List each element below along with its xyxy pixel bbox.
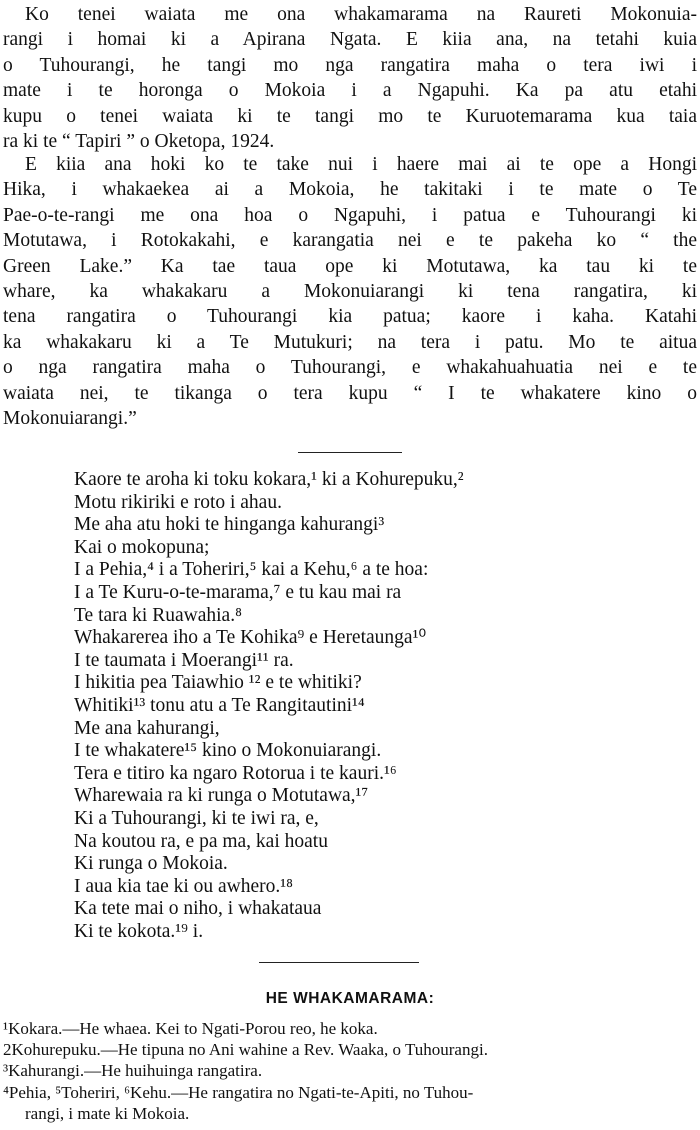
poem-line: I a Pehia,⁴ i a Toheriri,⁵ kai a Kehu,⁶ a te hoa:: [74, 559, 429, 581]
text-line: Motutawa, i Rotokakahi, e karangatia nei e te pakeha ko “ the: [3, 230, 697, 252]
poem-line: Ki te kokota.¹⁹ i.: [74, 920, 204, 942]
poem-line: I te taumata i Moerangi¹¹ ra.: [74, 649, 294, 671]
poem-line: Tera e titiro ka ngaro Rotorua i te kauri.¹⁶: [74, 762, 397, 784]
text-line: Green Lake.” Ka tae taua ope ki Motutawa, ka tau ki te: [3, 255, 697, 277]
section-divider: [298, 452, 402, 453]
poem-line: Na koutou ra, e pa ma, kai hoatu: [74, 830, 328, 852]
footnote: ¹Kokara.—He whaea. Kei to Ngati-Porou reo, he koka.: [3, 1019, 378, 1038]
text-line: kupu o tenei waiata ki te tangi mo te Kuruotemarama kua taia: [3, 105, 697, 127]
poem-line: Ki runga o Mokoia.: [74, 853, 228, 875]
text-line: o Tuhourangi, he tangi mo nga rangatira maha o tera iwi i: [3, 54, 697, 76]
poem-line: Whitiki¹³ tonu atu a Te Rangitautini¹⁴: [74, 694, 365, 716]
notes-heading: HE WHAKAMARAMA:: [265, 990, 435, 1007]
footnote-continuation: rangi, i mate ki Mokoia.: [25, 1103, 190, 1123]
text-line: ka whakakaru ki a Te Mutukuri; na tera i patu. Mo te aitua: [3, 331, 697, 353]
footnotes-list: [3, 1018, 697, 1124]
text-line: waiata nei, te tikanga o tera kupu “ I te whakatere kino o: [3, 382, 697, 404]
poem-line: Motu rikiriki e roto i ahau.: [74, 491, 282, 513]
text-line: o nga rangatira maha o Tuhourangi, e whakahuahuatia nei e te: [3, 357, 697, 379]
text-line: mate i te horonga o Mokoia i a Ngapuhi. Ka pa atu etahi: [3, 80, 697, 102]
intro-paragraph-1: [3, 2, 697, 154]
poem-line: Ki a Tuhourangi, ki te iwi ra, e,: [74, 807, 319, 829]
intro-paragraph-2: [3, 152, 697, 431]
footnote: ³Kahurangi.—He huihuinga rangatira.: [3, 1061, 263, 1081]
text-line: ra ki te “ Tapiri ” o Oketopa, 1924.: [3, 131, 275, 153]
poem-line: I hikitia pea Taiawhio ¹² e te whitiki?: [74, 672, 362, 694]
poem-line: Kai o mokopuna;: [74, 536, 210, 558]
text-line: Pae-o-te-rangi me ona hoa o Ngapuhi, i patua e Tuhourangi ki: [3, 204, 697, 226]
text-line: whare, ka whakakaru a Mokonuiarangi ki tena rangatira, ki: [3, 281, 697, 303]
poem-line: Me ana kahurangi,: [74, 717, 220, 739]
text-line: E kiia ana hoki ko te take nui i haere mai ai te ope a Hongi: [25, 154, 697, 175]
poem-line: Ka tete mai o niho, i whakataua: [74, 898, 322, 920]
poem-line: Te tara ki Ruawahia.⁸: [74, 604, 242, 626]
footnote: 2Kohurepuku.—He tipuna no Ani wahine a Rev. Waaka, o Tuhourangi.: [3, 1040, 488, 1060]
poem-line: I aua kia tae ki ou awhero.¹⁸: [74, 875, 293, 897]
poem-line: Me aha atu hoki te hinganga kahurangi³: [74, 514, 385, 536]
poem-line: I a Te Kuru-o-te-marama,⁷ e tu kau mai ra: [74, 581, 402, 603]
poem-line: Wharewaia ra ki runga o Motutawa,¹⁷: [74, 785, 369, 807]
text-line: Hika, i whakaekea ai a Mokoia, he takitaki i te mate o Te: [3, 179, 697, 201]
poem-verse: [74, 469, 694, 943]
text-line: tena rangatira o Tuhourangi kia patua; kaore i kaha. Katahi: [3, 306, 697, 328]
text-line: rangi i homai ki a Apirana Ngata. E kiia ana, na tetahi kuia: [3, 29, 697, 51]
poem-line: Kaore te aroha ki toku kokara,¹ ki a Kohurepuku,²: [74, 469, 464, 490]
section-divider: [259, 962, 419, 963]
text-line: Mokonuiarangi.”: [3, 408, 137, 430]
poem-line: Whakarerea iho a Te Kohika⁹ e Heretaunga¹⁰: [74, 627, 427, 649]
poem-line: I te whakatere¹⁵ kino o Mokonuiarangi.: [74, 740, 382, 762]
text-line: Ko tenei waiata me ona whakamarama na Raureti Mokonuia-: [25, 4, 697, 25]
footnote: ⁴Pehia, ⁵Toheriri, ⁶Kehu.—He rangatira no Ngati-te-Apiti, no Tuhou-: [3, 1082, 474, 1102]
